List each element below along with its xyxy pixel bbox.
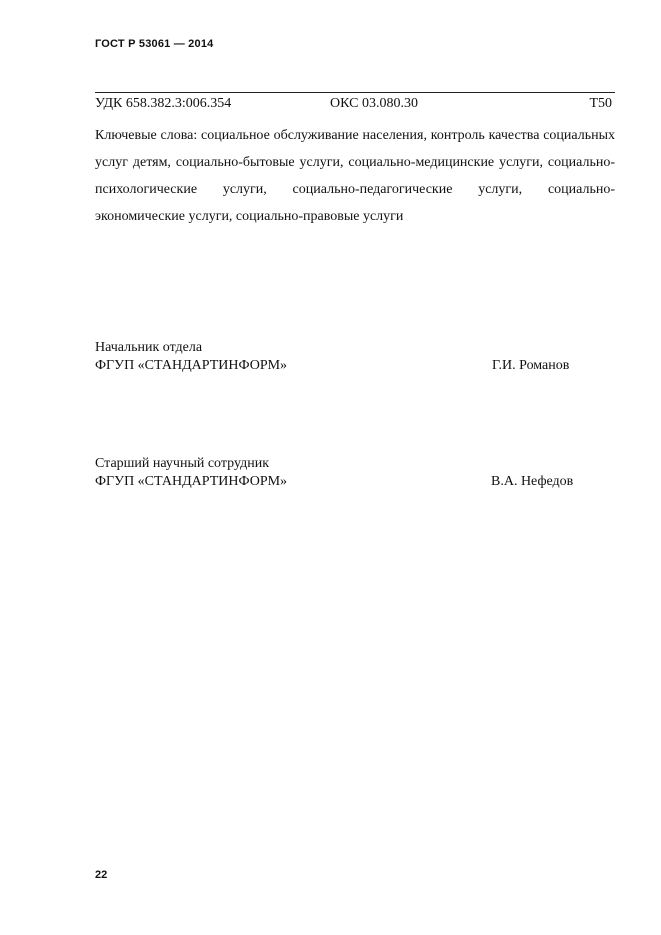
signature-name: В.А. Нефедов: [491, 474, 574, 489]
signature-organization: ФГУП «СТАНДАРТИНФОРМ»: [95, 358, 288, 373]
signature-position: Старший научный сотрудник: [95, 456, 270, 471]
signature-organization-line: [95, 473, 615, 491]
page-number: 22: [95, 869, 108, 881]
signature-organization: ФГУП «СТАНДАРТИНФОРМ»: [95, 474, 288, 489]
signature-position: Начальник отдела: [95, 340, 203, 355]
oks-code: ОКС 03.080.30: [330, 96, 418, 111]
keywords-paragraph: Ключевые слова: социальное обслуживание населения, контроль качества социальных услуг детям, социально-бытовые услуги, социально-медицинские услуги, социально-психологические услуги, социально-педагогические услуги, социально-экономические услуги, социально-правовые услуги: [95, 128, 615, 224]
signature-name: Г.И. Романов: [492, 358, 570, 373]
horizontal-rule: [95, 92, 615, 93]
document-header: ГОСТ Р 53061 — 2014: [95, 38, 214, 50]
classification-row: [95, 96, 615, 114]
udk-code: УДК 658.382.3:006.354: [95, 96, 232, 111]
signature-block-head-of-department: [95, 339, 615, 375]
signature-block-senior-researcher: [95, 455, 615, 491]
signature-organization-line: [95, 357, 615, 375]
classification-code: Т50: [589, 96, 612, 111]
